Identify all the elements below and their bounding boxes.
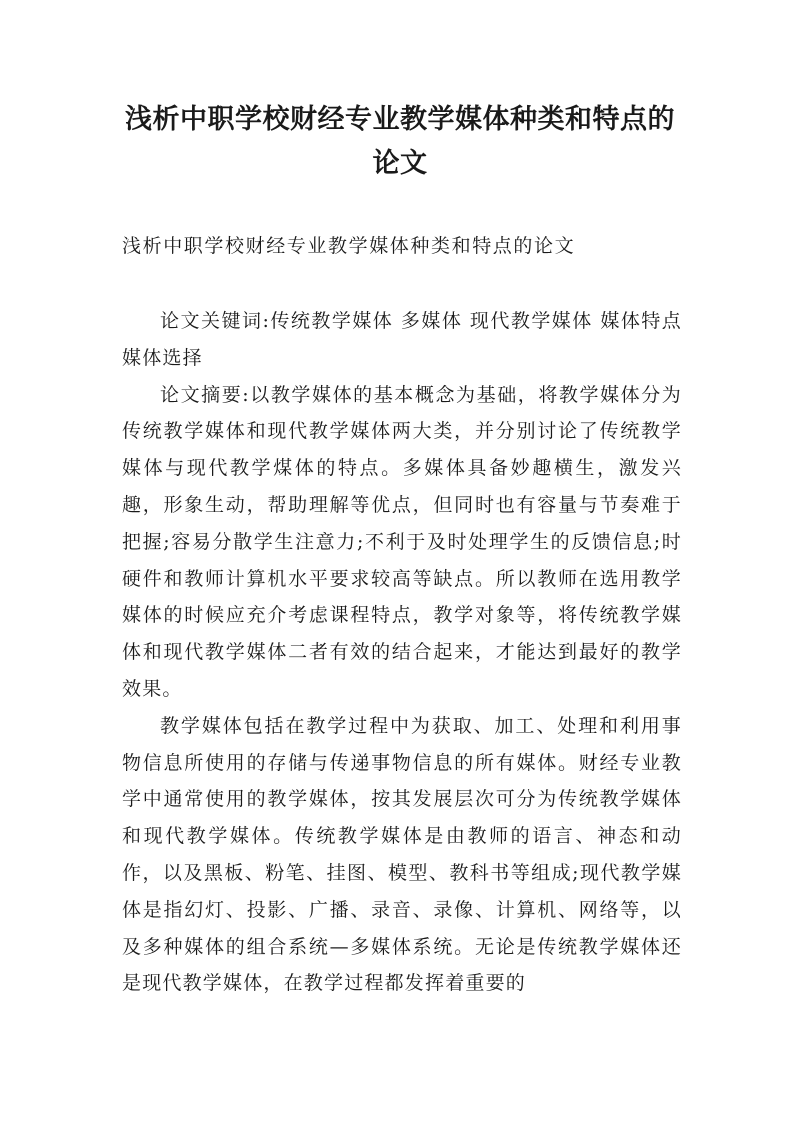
abstract-paragraph: 论文摘要:以教学媒体的基本概念为基础，将教学媒体分为传统教学媒体和现代教学媒体两大类，并分别讨论了传统教学媒体与现代教学煤体的特点。多媒体具备妙趣横生，激发兴趣，形象生动，帮助理解等优点，但同时也有容量与节奏难于把握;容易分散学生注意力;不利于及时处理学生的反馈信息;时硬件和教师计算机水平要求较高等缺点。所以教师在选用教学媒体的时候应充介考虑课程特点，教学对象等，将传统教学媒体和现代教学媒体二者有效的结合起来，才能达到最好的教学效果。	[122, 383, 682, 700]
document-title: 浅析中职学校财经专业教学媒体种类和特点的论文	[125, 104, 675, 179]
body-paragraph: 教学媒体包括在教学过程中为获取、加工、处理和利用事物信息所使用的存储与传递事物信息的所有媒体。财经专业教学中通常使用的教学媒体，按其发展层次可分为传统教学媒体和现代教学媒体。传统教学媒体是由教师的语言、神态和动作，以及黑板、粉笔、挂图、模型、教科书等组成;现代教学媒体是指幻灯、投影、广播、录音、录像、计算机、网络等，以及多种媒体的组合系统—多媒体系统。无论是传统教学媒体还是现代教学媒体，在教学过程都发挥着重要的	[122, 714, 682, 995]
document-subtitle: 浅析中职学校财经专业教学媒体种类和特点的论文	[122, 235, 576, 257]
document-body	[122, 303, 682, 1002]
keywords-paragraph: 论文关键词:传统教学媒体 多媒体 现代教学媒体 媒体特点 媒体选择	[122, 310, 682, 369]
